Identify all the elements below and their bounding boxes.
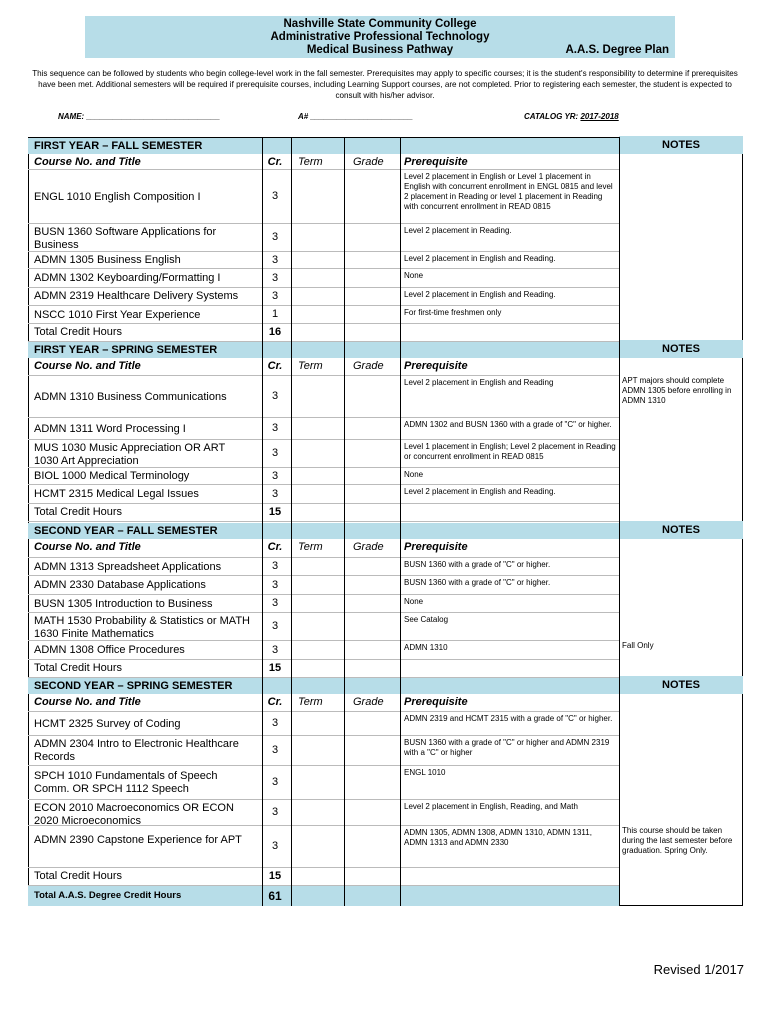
column-divider	[400, 137, 401, 906]
credit-column-header: Cr.	[267, 696, 283, 708]
total-label: Total Credit Hours	[34, 870, 123, 882]
course-prereq: Level 2 placement in English and Reading	[404, 378, 554, 387]
course-credits: 3	[271, 470, 279, 482]
total-credits: 15	[268, 506, 282, 518]
course-row	[28, 376, 619, 418]
course-prereq: Level 1 placement in English; Level 2 placement in Reading or concurrent enrollment in READ 0815	[404, 442, 616, 461]
course-credits: 3	[271, 271, 279, 284]
course-credits: 1	[271, 308, 279, 320]
course-title: ADMN 1310 Business Communications	[34, 390, 227, 403]
course-credits: 3	[271, 776, 279, 788]
revised-date: Revised 1/2017	[653, 962, 744, 977]
course-title: ADMN 1302 Keyboarding/Formatting I	[34, 272, 221, 284]
course-row	[28, 485, 619, 504]
column-divider	[619, 137, 620, 906]
course-row	[28, 288, 619, 306]
total-row	[28, 868, 619, 886]
column-divider	[344, 137, 345, 906]
section-header: SECOND YEAR – SPRING SEMESTER	[28, 678, 619, 694]
total-credits: 15	[268, 662, 282, 674]
notes-header: NOTES	[619, 340, 743, 358]
course-credits: 3	[271, 390, 279, 402]
course-prereq: Level 2 placement in English, Reading, and Math	[404, 802, 578, 811]
column-divider	[291, 137, 292, 906]
prereq-column-header: Prerequisite	[404, 696, 468, 708]
term-column-header: Term	[298, 360, 323, 372]
intro-text: This sequence can be followed by students who begin college-level work in the fall semester. Prerequisites may apply to specific courses; it is the student's responsibility to determine if prerequisites have been met. Additional semesters will be required if prerequisite courses, including Learning Support courses, are not completed. Prior to registering each semester, the student is expected to consult with his/her advisor.	[32, 69, 738, 100]
course-row	[28, 800, 619, 826]
course-row	[28, 224, 619, 252]
total-credits: 16	[268, 326, 282, 338]
column-header-row	[28, 539, 619, 558]
program-name: Administrative Professional Technology	[270, 31, 490, 43]
course-prereq: Level 2 placement in English and Reading.	[404, 487, 556, 496]
semester-note: This course should be taken during the last semester before graduation. Spring Only.	[622, 826, 733, 855]
course-prereq: BUSN 1360 with a grade of "C" or higher.	[404, 578, 551, 587]
grand-total-row	[28, 886, 619, 906]
column-header-row	[28, 694, 619, 712]
grade-column-header: Grade	[353, 156, 384, 168]
course-title: BUSN 1305 Introduction to Business	[34, 597, 213, 610]
course-title: NSCC 1010 First Year Experience	[34, 308, 201, 321]
course-row	[28, 766, 619, 800]
course-title: ADMN 1313 Spreadsheet Applications	[34, 560, 222, 573]
course-title: BIOL 1000 Medical Terminology	[34, 470, 190, 482]
credit-column-header: Cr.	[267, 541, 283, 553]
term-column-header: Term	[298, 156, 323, 168]
course-row	[28, 269, 619, 288]
total-row	[28, 324, 619, 342]
course-prereq: See Catalog	[404, 615, 449, 624]
section-header: FIRST YEAR – FALL SEMESTER	[28, 138, 619, 154]
total-credits: 15	[268, 870, 282, 882]
course-prereq: Level 2 placement in Reading.	[404, 226, 512, 235]
course-title: ADMN 2319 Healthcare Delivery Systems	[34, 290, 239, 302]
notes-header: NOTES	[619, 136, 743, 154]
course-column-header: Course No. and Title	[34, 541, 141, 553]
prereq-column-header: Prerequisite	[404, 360, 468, 372]
course-prereq: Level 2 placement in English or Level 1 placement in English with concurrent enrollment in ENGL 0815 and level 2 placement in Reading or level 1 placement in Reading with concurrent enrollment in READ 0815	[404, 172, 613, 211]
course-title: SPCH 1010 Fundamentals of Speech Comm. OR SPCH 1112 Speech	[34, 770, 218, 795]
course-prereq: BUSN 1360 with a grade of "C" or higher.	[404, 560, 551, 569]
course-prereq: Level 2 placement in English and Reading.	[404, 254, 556, 263]
course-row	[28, 440, 619, 468]
course-title: ADMN 2390 Capstone Experience for APT	[34, 834, 242, 846]
column-divider	[262, 137, 263, 906]
course-row	[28, 736, 619, 766]
college-name: Nashville State Community College	[283, 18, 477, 30]
prereq-column-header: Prerequisite	[404, 156, 468, 168]
course-credits: 3	[271, 620, 279, 632]
course-title: ENGL 1010 English Composition I	[34, 190, 201, 203]
credit-column-header: Cr.	[267, 360, 283, 372]
course-prereq: ADMN 1310	[404, 643, 448, 652]
course-column-header: Course No. and Title	[34, 696, 141, 708]
degree-plan-label: A.A.S. Degree Plan	[565, 44, 669, 56]
notes-header: NOTES	[619, 676, 743, 694]
course-prereq: None	[404, 597, 424, 606]
course-credits: 3	[271, 487, 279, 500]
course-prereq: ADMN 1302 and BUSN 1360 with a grade of "C" or higher.	[404, 420, 612, 429]
pathway-name: Medical Business Pathway	[306, 44, 454, 56]
course-credits: 3	[271, 744, 279, 756]
course-title: ADMN 1308 Office Procedures	[34, 644, 185, 656]
course-title: MATH 1530 Probability & Statistics or MATH 1630 Finite Mathematics	[34, 615, 250, 640]
course-credits: 3	[271, 231, 279, 243]
section-header: FIRST YEAR – SPRING SEMESTER	[28, 342, 619, 358]
term-column-header: Term	[298, 696, 323, 708]
header-banner	[85, 16, 675, 58]
course-credits: 3	[271, 717, 279, 729]
course-column-header: Course No. and Title	[34, 360, 141, 372]
course-credits: 3	[271, 578, 279, 591]
course-row	[28, 613, 619, 641]
total-label: Total Credit Hours	[34, 326, 123, 338]
course-title: HCMT 2315 Medical Legal Issues	[34, 488, 199, 500]
course-row	[28, 252, 619, 269]
grade-column-header: Grade	[353, 696, 384, 708]
grade-column-header: Grade	[353, 541, 384, 553]
course-row	[28, 170, 619, 224]
course-prereq: BUSN 1360 with a grade of "C" or higher and ADMN 2319 with a "C" or higher	[404, 738, 610, 757]
course-credits: 3	[271, 190, 279, 202]
course-row	[28, 595, 619, 613]
course-title: ADMN 1311 Word Processing I	[34, 422, 186, 435]
course-credits: 3	[271, 597, 279, 609]
column-header-row	[28, 154, 619, 170]
course-credits: 3	[271, 806, 279, 818]
course-title: HCMT 2325 Survey of Coding	[34, 717, 181, 730]
grand-total-label: Total A.A.S. Degree Credit Hours	[34, 890, 182, 901]
catalog-value: 2017-2018	[580, 112, 619, 121]
course-row	[28, 826, 619, 868]
course-credits: 3	[271, 422, 279, 434]
course-row	[28, 558, 619, 576]
course-prereq: None	[404, 470, 424, 479]
course-row	[28, 468, 619, 485]
course-prereq: ADMN 2319 and HCMT 2315 with a grade of "C" or higher.	[404, 714, 613, 723]
column-header-row	[28, 358, 619, 376]
grade-column-header: Grade	[353, 360, 384, 372]
total-row	[28, 504, 619, 522]
course-row	[28, 641, 619, 660]
course-row	[28, 712, 619, 736]
course-title: ECON 2010 Macroeconomics OR ECON 2020 Microeconomics	[34, 802, 234, 827]
course-prereq: For first-time freshmen only	[404, 308, 502, 317]
course-credits: 3	[271, 447, 279, 459]
name-field[interactable]: NAME: ______________________________	[58, 112, 220, 121]
course-row	[28, 418, 619, 440]
total-label: Total Credit Hours	[34, 662, 123, 674]
course-title: ADMN 1305 Business English	[34, 254, 181, 266]
id-field[interactable]: A# _______________________	[298, 112, 413, 121]
course-row	[28, 306, 619, 324]
semester-note: APT majors should complete ADMN 1305 before enrolling in ADMN 1310	[622, 376, 732, 405]
course-credits: 3	[271, 840, 279, 852]
course-title: ADMN 2304 Intro to Electronic Healthcare Records	[34, 738, 239, 763]
course-title: MUS 1030 Music Appreciation OR ART 1030 Art Appreciation	[34, 442, 225, 467]
catalog-year	[524, 112, 619, 121]
course-title: BUSN 1360 Software Applications for Business	[34, 226, 217, 251]
course-prereq: ENGL 1010	[404, 768, 446, 777]
notes-header: NOTES	[619, 521, 743, 539]
grand-total-value: 61	[268, 889, 282, 903]
course-credits: 3	[271, 560, 279, 572]
course-prereq: None	[404, 271, 424, 280]
term-column-header: Term	[298, 541, 323, 553]
total-label: Total Credit Hours	[34, 506, 123, 518]
course-credits: 3	[271, 290, 279, 302]
credit-column-header: Cr.	[267, 156, 283, 168]
catalog-label: CATALOG YR:	[524, 112, 581, 121]
total-row	[28, 660, 619, 678]
semester-note: Fall Only	[622, 641, 654, 650]
course-prereq: ADMN 1305, ADMN 1308, ADMN 1310, ADMN 1311, ADMN 1313 and ADMN 2330	[404, 828, 592, 847]
course-row	[28, 576, 619, 595]
course-column-header: Course No. and Title	[34, 156, 141, 168]
course-credits: 3	[271, 254, 279, 266]
course-prereq: Level 2 placement in English and Reading.	[404, 290, 556, 299]
prereq-column-header: Prerequisite	[404, 541, 468, 553]
course-title: ADMN 2330 Database Applications	[34, 579, 206, 591]
course-credits: 3	[271, 643, 279, 656]
section-header: SECOND YEAR – FALL SEMESTER	[28, 523, 619, 539]
